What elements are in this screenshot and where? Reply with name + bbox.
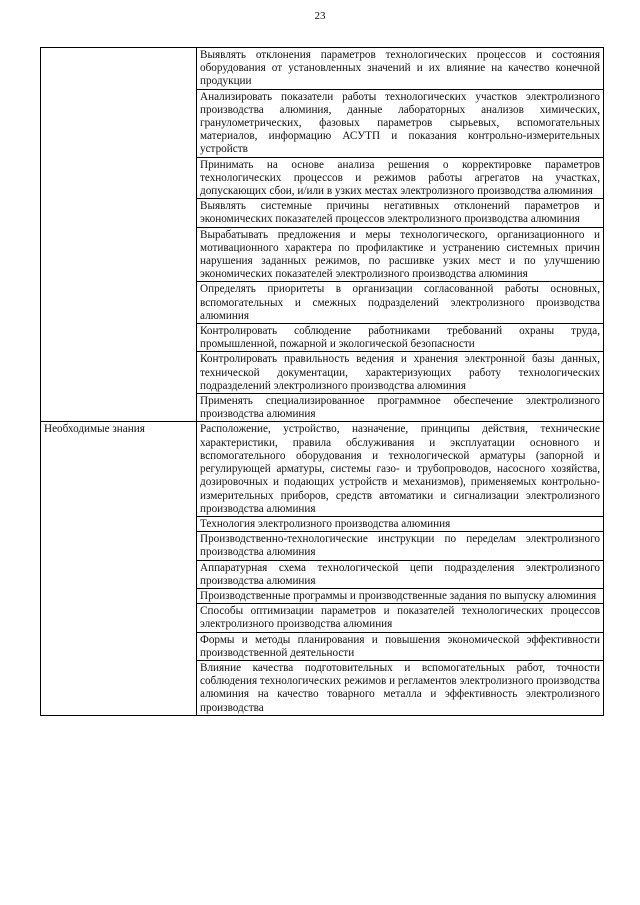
knowledge-cell: Способы оптимизации параметров и показателей технологических процессов электролизного производства алюминия [197, 604, 604, 632]
knowledge-cell: Производственно-технологические инструкции по переделам электролизного производства алюминия [197, 532, 604, 560]
skill-cell: Принимать на основе анализа решения о корректировке параметров технологических процессов и режимов работы агрегатов на участках, допускающих сбои, и/или в узких местах электролизного производства алюминия [197, 157, 604, 199]
skill-cell: Вырабатывать предложения и меры технологического, организационного и мотивационного характера по профилактике и устранению системных причин нарушения заданных режимов, по расшивке узких мест и по улучшению экономических показателей электролизного производства алюминия [197, 227, 604, 282]
skill-cell: Определять приоритеты в организации согласованной работы основных, вспомогательных и смежных подразделений электролизного производства алюминия [197, 282, 604, 324]
requirements-table [40, 47, 604, 716]
skill-cell: Контролировать правильность ведения и хранения электронной базы данных, технической документации, характеризующих работу технологических подразделений электролизного производства алюминия [197, 352, 604, 394]
skill-cell: Выявлять системные причины негативных отклонений параметров и экономических показателей процессов электролизного производства алюминия [197, 199, 604, 227]
skill-cell: Применять специализированное программное обеспечение электролизного производства алюминия [197, 394, 604, 422]
skill-cell: Контролировать соблюдение работниками требований охраны труда, промышленной, пожарной и экологической безопасности [197, 324, 604, 352]
knowledge-cell: Аппаратурная схема технологической цепи подразделения электролизного производства алюминия [197, 560, 604, 588]
skill-cell: Выявлять отклонения параметров технологических процессов и состояния оборудования от установленных значений и их влияние на качество конечной продукции [197, 48, 604, 90]
knowledge-cell: Расположение, устройство, назначение, принципы действия, технические характеристики, правила обслуживания и эксплуатации основного и вспомогательного оборудования и технологической арматуры (запорной и регулирующей арматуры, системы газо- и трубопроводов, насосного хозяйства, дозировочных и подающих устройств и механизмов), применяемых контрольно-измерительных приборов, средств автоматики и сигнализации электролизного производства алюминия [197, 422, 604, 516]
knowledge-cell: Влияние качества подготовительных и вспомогательных работ, точности соблюдения технологических режимов и регламентов электролизного производства алюминия на качество товарного металла и эффективность электролизного производства [197, 660, 604, 715]
table-row [41, 48, 604, 90]
knowledge-cell: Технология электролизного производства алюминия [197, 516, 604, 531]
page-number: 23 [314, 10, 326, 22]
table-row [41, 422, 604, 516]
skills-label-cell [41, 48, 197, 422]
skill-cell: Анализировать показатели работы технологических участков электролизного производства алюминия, данные лабораторных анализов химических, гранулометрических, фазовых параметров сырьевых, вспомогательных материалов, информацию АСУТП и показания контрольно-измерительных устройств [197, 89, 604, 157]
knowledge-cell: Формы и методы планирования и повышения экономической эффективности производственной деятельности [197, 632, 604, 660]
knowledge-cell: Производственные программы и производственные задания по выпуску алюминия [197, 588, 604, 603]
knowledge-label-cell: Необходимые знания [41, 422, 197, 715]
